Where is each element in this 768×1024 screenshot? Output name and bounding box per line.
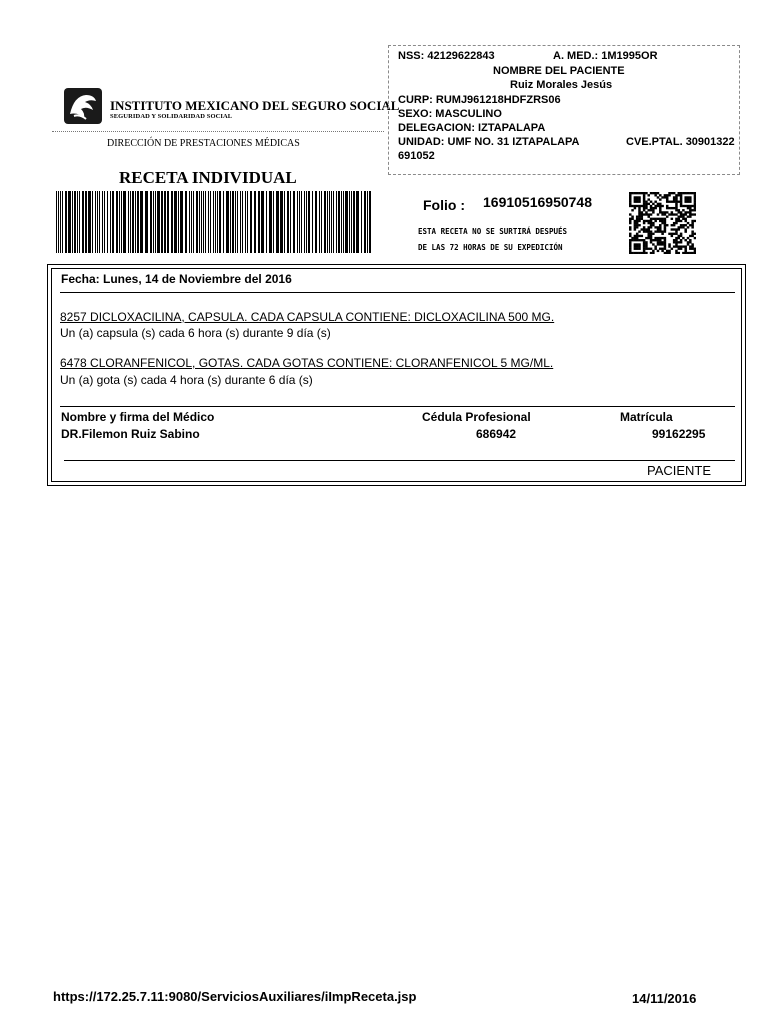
date-divider bbox=[60, 292, 735, 293]
dose-line: Un (a) capsula (s) cada 6 hora (s) durante 9 día (s) bbox=[60, 326, 331, 340]
a-med-field: A. MED.: 1M1995OR bbox=[553, 50, 658, 62]
institution-subtitle: SEGURIDAD Y SOLIDARIDAD SOCIAL bbox=[110, 113, 233, 120]
patient-info-box bbox=[388, 45, 740, 175]
header-divider bbox=[52, 131, 384, 132]
curp-field: CURP: RUMJ961218HDFZRS06 bbox=[398, 94, 561, 106]
expiry-notice-line1: ESTA RECETA NO SE SURTIRÁ DESPUÉS bbox=[418, 227, 568, 236]
doctor-header: Nombre y firma del Médico bbox=[61, 410, 215, 424]
expiry-notice-line2: DE LAS 72 HORAS DE SU EXPEDICIÓN bbox=[418, 243, 563, 252]
matricula-value: 99162295 bbox=[652, 427, 706, 441]
patient-name-label: NOMBRE DEL PACIENTE bbox=[493, 65, 625, 77]
folio-label: Folio : bbox=[423, 197, 465, 213]
unidad-field: UNIDAD: UMF NO. 31 IZTAPALAPA bbox=[398, 136, 580, 148]
medication-line: 8257 DICLOXACILINA, CAPSULA. CADA CAPSULA CONTIENE: DICLOXACILINA 500 MG. bbox=[60, 310, 555, 324]
sexo-field: SEXO: MASCULINO bbox=[398, 108, 502, 120]
patient-name: Ruiz Morales Jesús bbox=[510, 79, 613, 91]
document-title: RECETA INDIVIDUAL bbox=[119, 168, 297, 187]
medication-line: 6478 CLORANFENICOL, GOTAS. CADA GOTAS CONTIENE: CLORANFENICOL 5 MG/ML. bbox=[60, 356, 554, 370]
dose-line: Un (a) gota (s) cada 4 hora (s) durante 6 día (s) bbox=[60, 373, 313, 387]
direction-label: DIRECCIÓN DE PRESTACIONES MÉDICAS bbox=[107, 138, 300, 149]
barcode bbox=[56, 191, 374, 253]
signature-divider bbox=[60, 406, 735, 407]
doctor-name: DR.Filemon Ruiz Sabino bbox=[61, 427, 200, 441]
cedula-value: 686942 bbox=[476, 427, 517, 441]
extra-code: 691052 bbox=[398, 150, 435, 162]
cve-ptal-field: CVE.PTAL. 30901322 bbox=[626, 136, 735, 148]
institution-name: INSTITUTO MEXICANO DEL SEGURO SOCIAL bbox=[110, 98, 400, 113]
signature-line bbox=[64, 460, 735, 461]
qr-code bbox=[629, 192, 696, 254]
folio-value: 16910516950748 bbox=[483, 194, 593, 210]
nss-field: NSS: 42129622843 bbox=[398, 50, 495, 62]
delegacion-field: DELEGACION: IZTAPALAPA bbox=[398, 122, 546, 134]
imss-eagle-logo-icon bbox=[64, 88, 102, 124]
footer-date: 14/11/2016 bbox=[632, 991, 697, 1006]
footer-url: https://172.25.7.11:9080/ServiciosAuxiliares/iImpReceta.jsp bbox=[53, 989, 417, 1004]
cedula-header: Cédula Profesional bbox=[422, 410, 531, 424]
copy-label: PACIENTE bbox=[647, 463, 712, 478]
matricula-header: Matrícula bbox=[620, 410, 673, 424]
prescription-date: Fecha: Lunes, 14 de Noviembre del 2016 bbox=[61, 272, 292, 286]
